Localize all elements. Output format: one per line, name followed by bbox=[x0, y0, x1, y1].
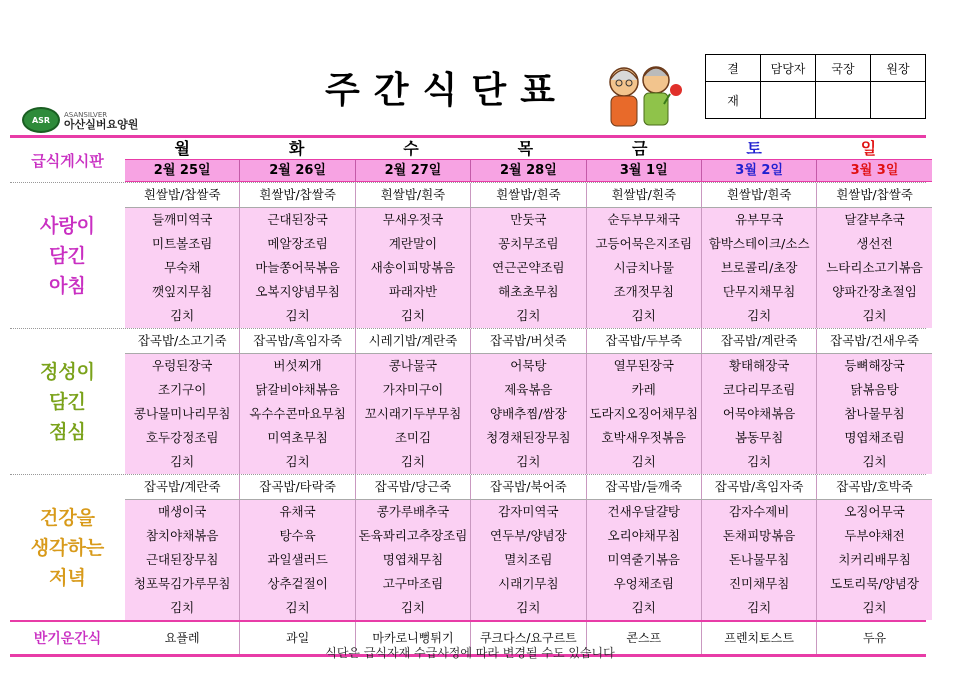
menu-cell: 김치 bbox=[125, 304, 240, 328]
day-header-0: 월 bbox=[174, 139, 190, 158]
day-header-2: 수 bbox=[403, 139, 419, 158]
menu-cell: 콩가루배추국 bbox=[356, 500, 471, 524]
menu-cell: 김치 bbox=[356, 304, 471, 328]
menu-cell: 김치 bbox=[587, 596, 702, 620]
menu-cell: 흰쌀밥/흰죽 bbox=[587, 183, 702, 207]
menu-cell: 흰쌀밥/흰죽 bbox=[471, 183, 586, 207]
menu-cell: 흰쌀밥/찹쌀죽 bbox=[125, 183, 240, 207]
menu-cell: 잡곡밥/호박죽 bbox=[836, 479, 913, 494]
menu-cell: 참치야채볶음 bbox=[125, 524, 240, 548]
date-header-2: 2월 27일 bbox=[356, 160, 471, 181]
menu-cell: 흰쌀밥/찹쌀죽 bbox=[240, 183, 355, 207]
menu-row bbox=[125, 500, 932, 524]
date-header-3: 2월 28일 bbox=[471, 160, 586, 181]
menu-cell: 연근곤약조림 bbox=[471, 256, 586, 280]
approval-header-head: 원장 bbox=[871, 55, 926, 82]
date-header-0: 2월 25일 bbox=[125, 160, 240, 181]
menu-cell: 꼬시래기두부무침 bbox=[356, 402, 471, 426]
menu-cell: 옥수수콘마요무침 bbox=[240, 402, 355, 426]
menu-row bbox=[125, 596, 932, 620]
menu-cell: 오징어무국 bbox=[844, 504, 905, 519]
menu-cell: 연두부/양념장 bbox=[471, 524, 586, 548]
day-header-row bbox=[125, 138, 932, 159]
menu-cell: 멸치조림 bbox=[471, 548, 586, 572]
menu-cell: 흰쌀밥/흰죽 bbox=[702, 183, 817, 207]
menu-cell: 잡곡밥/계란죽 bbox=[125, 475, 240, 499]
menu-cell: 잡곡밥/북어죽 bbox=[471, 475, 586, 499]
menu-cell: 달걀부추국 bbox=[844, 212, 905, 227]
menu-cell: 들깨미역국 bbox=[125, 208, 240, 232]
menu-cell: 단무지채무침 bbox=[702, 280, 817, 304]
menu-cell: 잡곡밥/소고기죽 bbox=[125, 329, 240, 353]
menu-cell: 가자미구이 bbox=[356, 378, 471, 402]
menu-cell: 김치 bbox=[862, 454, 887, 469]
menu-cell: 김치 bbox=[587, 304, 702, 328]
menu-cell: 진미채무침 bbox=[702, 572, 817, 596]
menu-row bbox=[125, 208, 932, 232]
snack-cell: 과일 bbox=[240, 622, 355, 654]
menu-cell: 근대된장국 bbox=[240, 208, 355, 232]
menu-cell: 흰쌀밥/찹쌀죽 bbox=[836, 187, 913, 202]
menu-cell: 잡곡밥/계란죽 bbox=[702, 329, 817, 353]
menu-cell: 김치 bbox=[471, 450, 586, 474]
menu-cell: 청경채된장무침 bbox=[471, 426, 586, 450]
menu-cell: 닭볶음탕 bbox=[850, 382, 899, 397]
menu-cell: 잡곡밥/흑임자죽 bbox=[702, 475, 817, 499]
menu-cell: 김치 bbox=[125, 596, 240, 620]
menu-row bbox=[125, 524, 932, 548]
menu-cell: 오복지양념무침 bbox=[240, 280, 355, 304]
menu-cell: 등뼈해장국 bbox=[844, 358, 905, 373]
day-header-3: 목 bbox=[517, 139, 534, 158]
date-header-5: 3월 2일 bbox=[702, 160, 817, 181]
menu-cell: 건새우달걀탕 bbox=[587, 500, 702, 524]
menu-cell: 함박스테이크/소스 bbox=[702, 232, 817, 256]
menu-cell: 제육볶음 bbox=[471, 378, 586, 402]
menu-cell: 콩나물국 bbox=[356, 354, 471, 378]
meal-label-2 bbox=[10, 475, 125, 620]
snack-cell: 두유 bbox=[862, 631, 887, 645]
menu-cell: 양배추찜/쌈장 bbox=[471, 402, 586, 426]
menu-row bbox=[125, 183, 932, 208]
menu-cell: 봄동무침 bbox=[702, 426, 817, 450]
menu-cell: 감자미역국 bbox=[471, 500, 586, 524]
approval-box bbox=[705, 54, 926, 119]
menu-cell: 김치 bbox=[862, 600, 887, 615]
meal-label-line: 생각하는 bbox=[30, 536, 105, 559]
menu-row bbox=[125, 475, 932, 500]
menu-cell: 마늘쫑어묵볶음 bbox=[240, 256, 355, 280]
menu-cell: 조기구이 bbox=[125, 378, 240, 402]
menu-cell: 호박새우젓볶음 bbox=[587, 426, 702, 450]
menu-cell: 감자수제비 bbox=[702, 500, 817, 524]
menu-table bbox=[10, 138, 926, 657]
logo bbox=[22, 106, 138, 134]
menu-cell: 김치 bbox=[240, 304, 355, 328]
footer-note: 식단은 급식자재 수급사정에 따라 변경될 수도 있습니다 bbox=[325, 646, 615, 660]
menu-cell: 돈육꽈리고추장조림 bbox=[356, 524, 471, 548]
menu-cell: 열무된장국 bbox=[587, 354, 702, 378]
snack-cell: 쿠크다스/요구르트 bbox=[471, 622, 586, 654]
menu-cell: 조개젓무침 bbox=[587, 280, 702, 304]
menu-cell: 유부무국 bbox=[702, 208, 817, 232]
menu-cell: 순두부무채국 bbox=[587, 208, 702, 232]
meal-label-line: 사랑이 bbox=[39, 214, 96, 237]
date-header-6: 3월 3일 bbox=[850, 163, 899, 178]
menu-cell: 미트볼조림 bbox=[125, 232, 240, 256]
approval-label-bottom: 재 bbox=[706, 82, 761, 119]
menu-row bbox=[125, 378, 932, 402]
meal-block-1 bbox=[10, 328, 926, 474]
snack-cell: 콘스프 bbox=[587, 622, 702, 654]
logo-badge: ASR bbox=[22, 107, 60, 133]
menu-cell: 브로콜리/초장 bbox=[702, 256, 817, 280]
menu-cell: 무숙채 bbox=[125, 256, 240, 280]
menu-cell: 새송이피망볶음 bbox=[356, 256, 471, 280]
snack-label: 반기운간식 bbox=[33, 631, 102, 647]
menu-cell: 유채국 bbox=[240, 500, 355, 524]
menu-cell: 버섯찌개 bbox=[240, 354, 355, 378]
day-header-4: 금 bbox=[632, 139, 648, 158]
menu-cell: 과일샐러드 bbox=[240, 548, 355, 572]
menu-cell: 무새우젓국 bbox=[356, 208, 471, 232]
menu-cell: 시금치나물 bbox=[587, 256, 702, 280]
menu-cell: 파래자반 bbox=[356, 280, 471, 304]
menu-cell: 김치 bbox=[702, 450, 817, 474]
menu-cell: 청포묵김가루무침 bbox=[125, 572, 240, 596]
menu-cell: 김치 bbox=[702, 596, 817, 620]
menu-cell: 근대된장무침 bbox=[125, 548, 240, 572]
menu-cell: 상추겉절이 bbox=[240, 572, 355, 596]
approval-header-director: 국장 bbox=[816, 55, 871, 82]
menu-cell: 콩나물미나리무침 bbox=[125, 402, 240, 426]
menu-cell: 김치 bbox=[587, 450, 702, 474]
approval-header-staff: 담당자 bbox=[761, 55, 816, 82]
menu-cell: 명엽채무침 bbox=[356, 548, 471, 572]
menu-row bbox=[125, 426, 932, 450]
menu-cell: 시레기밥/계란죽 bbox=[356, 329, 471, 353]
menu-row bbox=[125, 256, 932, 280]
approval-sign-staff bbox=[761, 82, 816, 119]
menu-cell: 김치 bbox=[356, 450, 471, 474]
menu-cell: 미역줄기볶음 bbox=[587, 548, 702, 572]
day-header-1: 화 bbox=[288, 139, 305, 158]
meal-label-1 bbox=[10, 329, 125, 474]
menu-row bbox=[125, 572, 932, 596]
snack-cell: 마카로니뻥튀기 bbox=[356, 622, 471, 654]
logo-english-name: ASANSILVER bbox=[64, 111, 108, 119]
menu-cell: 명엽채조림 bbox=[844, 430, 905, 445]
menu-row bbox=[125, 232, 932, 256]
meal-label-line: 담긴 bbox=[49, 390, 86, 413]
menu-row bbox=[125, 450, 932, 474]
board-label: 급식게시판 bbox=[31, 151, 104, 170]
menu-cell: 흰쌀밥/흰죽 bbox=[356, 183, 471, 207]
menu-cell: 깻잎지무침 bbox=[125, 280, 240, 304]
elderly-couple-illustration bbox=[598, 60, 686, 130]
snack-cell: 프렌치토스트 bbox=[702, 622, 817, 654]
menu-cell: 잡곡밥/두부죽 bbox=[587, 329, 702, 353]
menu-row bbox=[125, 354, 932, 378]
meal-block-0 bbox=[10, 182, 926, 328]
menu-cell: 잡곡밥/들깨죽 bbox=[587, 475, 702, 499]
menu-cell: 우렁된장국 bbox=[125, 354, 240, 378]
menu-cell: 잡곡밥/흑임자죽 bbox=[240, 329, 355, 353]
menu-cell: 메알장조림 bbox=[240, 232, 355, 256]
menu-cell: 김치 bbox=[125, 450, 240, 474]
menu-cell: 미역초무침 bbox=[240, 426, 355, 450]
menu-cell: 생선전 bbox=[856, 236, 893, 251]
day-header-6: 일 bbox=[860, 139, 877, 158]
menu-cell: 돈채피망볶음 bbox=[702, 524, 817, 548]
meal-label-line: 담긴 bbox=[49, 244, 86, 267]
menu-cell: 잡곡밥/건새우죽 bbox=[830, 333, 919, 348]
menu-cell: 어묵탕 bbox=[471, 354, 586, 378]
menu-cell: 두부야채전 bbox=[844, 528, 905, 543]
menu-cell: 양파간장초절임 bbox=[832, 284, 917, 299]
meal-label-line: 건강을 bbox=[39, 506, 96, 529]
menu-cell: 호두강정조림 bbox=[125, 426, 240, 450]
menu-cell: 잡곡밥/버섯죽 bbox=[471, 329, 586, 353]
menu-cell: 계란말이 bbox=[356, 232, 471, 256]
meal-label-line: 점심 bbox=[49, 420, 86, 443]
menu-cell: 잡곡밥/당근죽 bbox=[356, 475, 471, 499]
meal-label-line: 정성이 bbox=[39, 360, 96, 383]
menu-cell: 우엉채조림 bbox=[587, 572, 702, 596]
menu-cell: 느타리소고기볶음 bbox=[826, 260, 923, 275]
menu-cell: 해초초무침 bbox=[471, 280, 586, 304]
menu-cell: 매생이국 bbox=[125, 500, 240, 524]
menu-cell: 잡곡밥/타락죽 bbox=[240, 475, 355, 499]
menu-cell: 황태해장국 bbox=[702, 354, 817, 378]
date-header-4: 3월 1일 bbox=[587, 160, 702, 181]
menu-row bbox=[125, 548, 932, 572]
menu-cell: 코다리무조림 bbox=[702, 378, 817, 402]
menu-cell: 김치 bbox=[471, 596, 586, 620]
menu-cell: 만둣국 bbox=[471, 208, 586, 232]
menu-cell: 고등어묵은지조림 bbox=[587, 232, 702, 256]
meal-block-2 bbox=[10, 474, 926, 620]
menu-row bbox=[125, 329, 932, 354]
menu-row bbox=[125, 280, 932, 304]
menu-cell: 김치 bbox=[702, 304, 817, 328]
board-label-cell bbox=[10, 138, 125, 182]
menu-row bbox=[125, 304, 932, 328]
page-title: 주간식단표 bbox=[325, 70, 569, 111]
approval-sign-head bbox=[871, 82, 926, 119]
date-header-1: 2월 26일 bbox=[240, 160, 355, 181]
meal-label-line: 저녁 bbox=[49, 566, 86, 589]
menu-cell: 오리야채무침 bbox=[587, 524, 702, 548]
date-header-row bbox=[125, 159, 932, 182]
menu-cell: 도토리묵/양념장 bbox=[830, 576, 919, 591]
menu-cell: 치커리배무침 bbox=[838, 552, 911, 567]
menu-cell: 도라지오징어채무침 bbox=[587, 402, 702, 426]
snack-cell: 요플레 bbox=[125, 622, 240, 654]
menu-cell: 시래기무침 bbox=[471, 572, 586, 596]
menu-cell: 김치 bbox=[240, 596, 355, 620]
menu-cell: 카레 bbox=[587, 378, 702, 402]
menu-cell: 닭갈비야채볶음 bbox=[240, 378, 355, 402]
menu-cell: 고구마조림 bbox=[356, 572, 471, 596]
menu-cell: 김치 bbox=[356, 596, 471, 620]
menu-cell: 탕수육 bbox=[240, 524, 355, 548]
menu-cell: 돈나물무침 bbox=[702, 548, 817, 572]
menu-row bbox=[125, 402, 932, 426]
meal-label-line: 아침 bbox=[49, 274, 86, 297]
menu-cell: 김치 bbox=[862, 308, 887, 323]
menu-cell: 김치 bbox=[240, 450, 355, 474]
approval-sign-director bbox=[816, 82, 871, 119]
menu-cell: 김치 bbox=[471, 304, 586, 328]
menu-cell: 조미김 bbox=[356, 426, 471, 450]
approval-label-top: 결 bbox=[706, 55, 761, 82]
menu-cell: 참나물무침 bbox=[844, 406, 905, 421]
day-header-5: 토 bbox=[746, 139, 762, 158]
menu-cell: 꽁치무조림 bbox=[471, 232, 586, 256]
meal-label-0 bbox=[10, 183, 125, 328]
logo-korean-name: 아산실버요양원 bbox=[64, 118, 139, 131]
menu-cell: 어묵야채볶음 bbox=[702, 402, 817, 426]
